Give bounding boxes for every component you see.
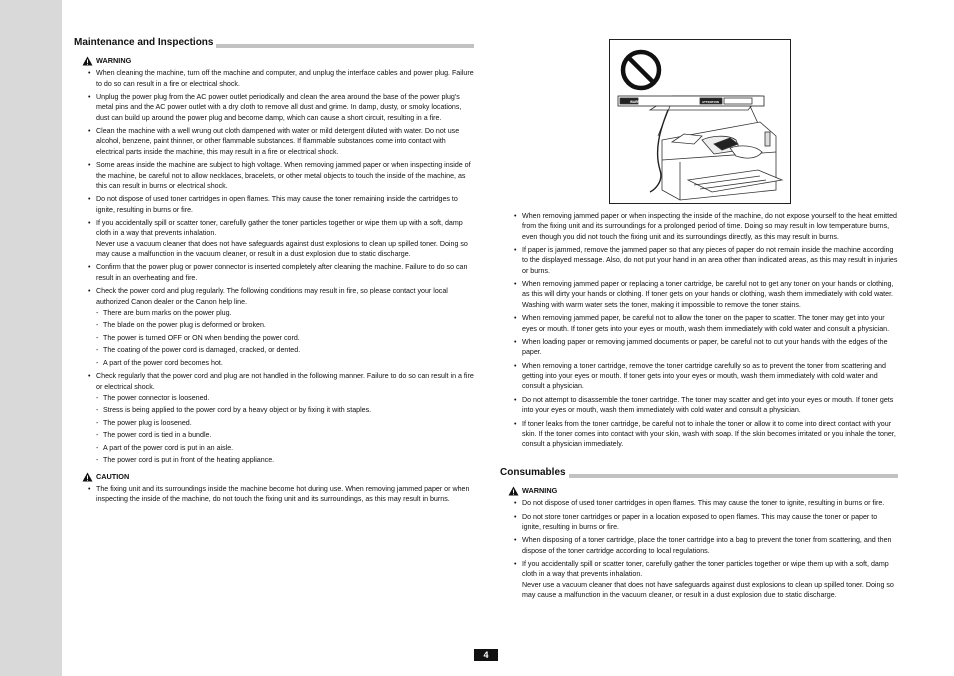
sublist-item: - A part of the power cord is put in an aisle. [103, 443, 474, 453]
sublist-item: - The power cord is put in front of the heating appliance. [103, 455, 474, 465]
sublist-item: - The power is turned OFF or ON when bending the power cord. [103, 333, 474, 343]
right-caution-list [500, 211, 898, 450]
list-item: • Do not attempt to disassemble the toner cartridge. The toner may scatter and get into your eyes or mouth. If toner gets into your eyes or mouth, wash them immediately with cold water and consult a physician. [522, 395, 898, 416]
list-item: • When removing jammed paper or replacing a toner cartridge, be careful not to get any toner on your hands or clothing, as this will dirty your hands or clothing. If toner gets on your hands or clothing, wash them immediately with cold water. Washing with warm water sets the toner, making it impossible to remove the toner stains. [522, 279, 898, 310]
list-item: • Confirm that the power plug or power connector is inserted completely after cleaning the machine. Failure to do so can result in an overheating and fire. [96, 262, 474, 283]
warning-triangle-icon [508, 486, 519, 496]
list-item: • When disposing of a toner cartridge, place the toner cartridge into a bag to prevent the toner from scattering, and then dispose of the toner cartridge according to local regulations. [522, 535, 898, 556]
consumables-warning-label: WARNING [508, 486, 898, 496]
warning-list [74, 68, 474, 465]
page-number: 4 [474, 649, 498, 661]
list-item: • If paper is jammed, remove the jammed paper so that any pieces of paper do not remain inside the machine according to the displayed message. Also, do not put your hand in an area other than indicated areas, as this may result in injuries or burns. [522, 245, 898, 276]
sublist-item: - The power connector is loosened. [103, 393, 474, 403]
label-warning-text: WARNING [630, 100, 646, 104]
list-item: • Do not dispose of used toner cartridges in open flames. This may cause the toner remaining inside the cartridges to ignite, resulting in burns or fire. [96, 194, 474, 215]
list-item: • When loading paper or removing jammed documents or paper, be careful not to cut your hands with the edges of the paper. [522, 337, 898, 358]
sublist-item: - The blade on the power plug is deformed or broken. [103, 320, 474, 330]
list-item-spill [96, 218, 474, 259]
list-item: • Some areas inside the machine are subject to high voltage. When removing jammed paper or when inspecting inside of the machine, be careful not to allow necklaces, bracelets, or other metal objects to touch the inside of the machine, as this can result in burns or electrical shock. [96, 160, 474, 191]
right-column [500, 211, 898, 603]
sublist-item: - The coating of the power cord is damaged, cracked, or dented. [103, 345, 474, 355]
prohibition-icon [623, 52, 659, 88]
printer-body-icon [618, 96, 782, 200]
printer-illustration [609, 39, 791, 204]
spill-text: If you accidentally spill or scatter toner, carefully gather the toner particles together or wipe them up with a soft, damp cloth in a way that prevents inhalation. [522, 560, 889, 579]
list-item: • Clean the machine with a well wrung out cloth dampened with water or mild detergent diluted with water. Do not use alcohol, benzene, paint thinner, or other flammable substances. If flammable substances come into contact with electrical parts inside the machine, this may result in a fire or electrical shock. [96, 126, 474, 157]
sublist-item: - The power plug is loosened. [103, 418, 474, 428]
list-item: • When cleaning the machine, turn off the machine and computer, and unplug the interface cables and power plug. Failure to do so can result in a fire or electrical shock. [96, 68, 474, 89]
list-item: • If toner leaks from the toner cartridge, be careful not to inhale the toner or allow it to come into direct contact with your skin. If the toner comes into contact with your skin, wash with soap. If the skin becomes irritated or you inhale the toner, consult a physician immediately. [522, 419, 898, 450]
sublist-item: - There are burn marks on the power plug. [103, 308, 474, 318]
handle-sublist [96, 393, 474, 466]
warning-triangle-icon [82, 56, 93, 66]
spill-extra-text: Never use a vacuum cleaner that does not have safeguards against dust explosions to clean up spilled toner. Doing so may cause a malfunction in the vacuum cleaner, or result in a dust explosion due to static discharge. [522, 580, 894, 599]
list-item: • When removing a toner cartridge, remove the toner cartridge carefully so as to prevent the toner from scattering and getting into your eyes or mouth. If toner gets into your eyes or mouth, wash them immediately with cold water and consult a physician. [522, 361, 898, 392]
list-item-handle [96, 371, 474, 465]
consumables-list [500, 498, 898, 600]
printer-drawing [610, 40, 790, 203]
spill-extra-text: Never use a vacuum cleaner that does not have safeguards against dust explosions to clean up spilled toner. Doing so may cause a malfunction in the vacuum cleaner, or result in a dust explosion due to static discharge. [96, 239, 468, 258]
check-sublist [96, 308, 474, 368]
sublist-item: - The power cord is tied in a bundle. [103, 430, 474, 440]
list-item: • Unplug the power plug from the AC power outlet periodically and clean the area around the base of the power plug's metal pins and the AC power outlet with a dry cloth to remove all dust and grime. In damp, dusty, or smoky locations, dust can build up around the power plug and become damp, which can cause a short circuit, resulting in a fire. [96, 92, 474, 123]
list-item: • When removing jammed paper, be careful not to allow the toner on the paper to scatter. The toner may get into your eyes or mouth. If toner gets into your eyes or mouth, wash them immediately with cold water and consult a physician. [522, 313, 898, 334]
list-item: • When removing jammed paper or when inspecting the inside of the machine, do not expose yourself to the heat emitted from the fixing unit and its surroundings for a prolonged period of time. Doing so may result in low temperature burns, even though you did not touch the fixing unit and its surroundings directly, as this may result in burns. [522, 211, 898, 242]
left-column [74, 37, 474, 508]
list-item: • The fixing unit and its surroundings inside the machine become hot during use. When removing jammed paper or when inspecting the inside of the machine, do not touch the fixing unit and its surroundings, as this may result in burns. [96, 484, 474, 505]
section-heading-maintenance: Maintenance and Inspections [74, 37, 474, 50]
spill-text: If you accidentally spill or scatter toner, carefully gather the toner particles together or wipe them up with a soft, damp cloth in a way that prevents inhalation. [96, 219, 463, 238]
section-heading-consumables: Consumables [500, 467, 898, 480]
check-text: Check the power cord and plug regularly. The following conditions may result in fire, so please contact your local authorized Canon dealer or the Canon help line. [96, 287, 448, 306]
caution-label: CAUTION [82, 472, 474, 482]
label-attention-text: ATTENTION [702, 100, 719, 104]
list-item-spill [522, 559, 898, 600]
list-item-check [96, 286, 474, 368]
page-margin-band [0, 0, 62, 676]
warning-label: WARNING [82, 56, 474, 66]
list-item: • Do not dispose of used toner cartridges in open flames. This may cause the toner to ignite, resulting in burns or fire. [522, 498, 898, 508]
caution-list [74, 484, 474, 505]
sublist-item: - A part of the power cord becomes hot. [103, 358, 474, 368]
handle-text: Check regularly that the power cord and plug are not handled in the following manner. Failure to do so can result in a fire or electrical shock. [96, 372, 474, 391]
caution-triangle-icon [82, 472, 93, 482]
sublist-item: - Stress is being applied to the power cord by a heavy object or by fixing it with staples. [103, 405, 474, 415]
list-item: • Do not store toner cartridges or paper in a location exposed to open flames. This may cause the toner or paper to ignite, resulting in burns or fire. [522, 512, 898, 533]
